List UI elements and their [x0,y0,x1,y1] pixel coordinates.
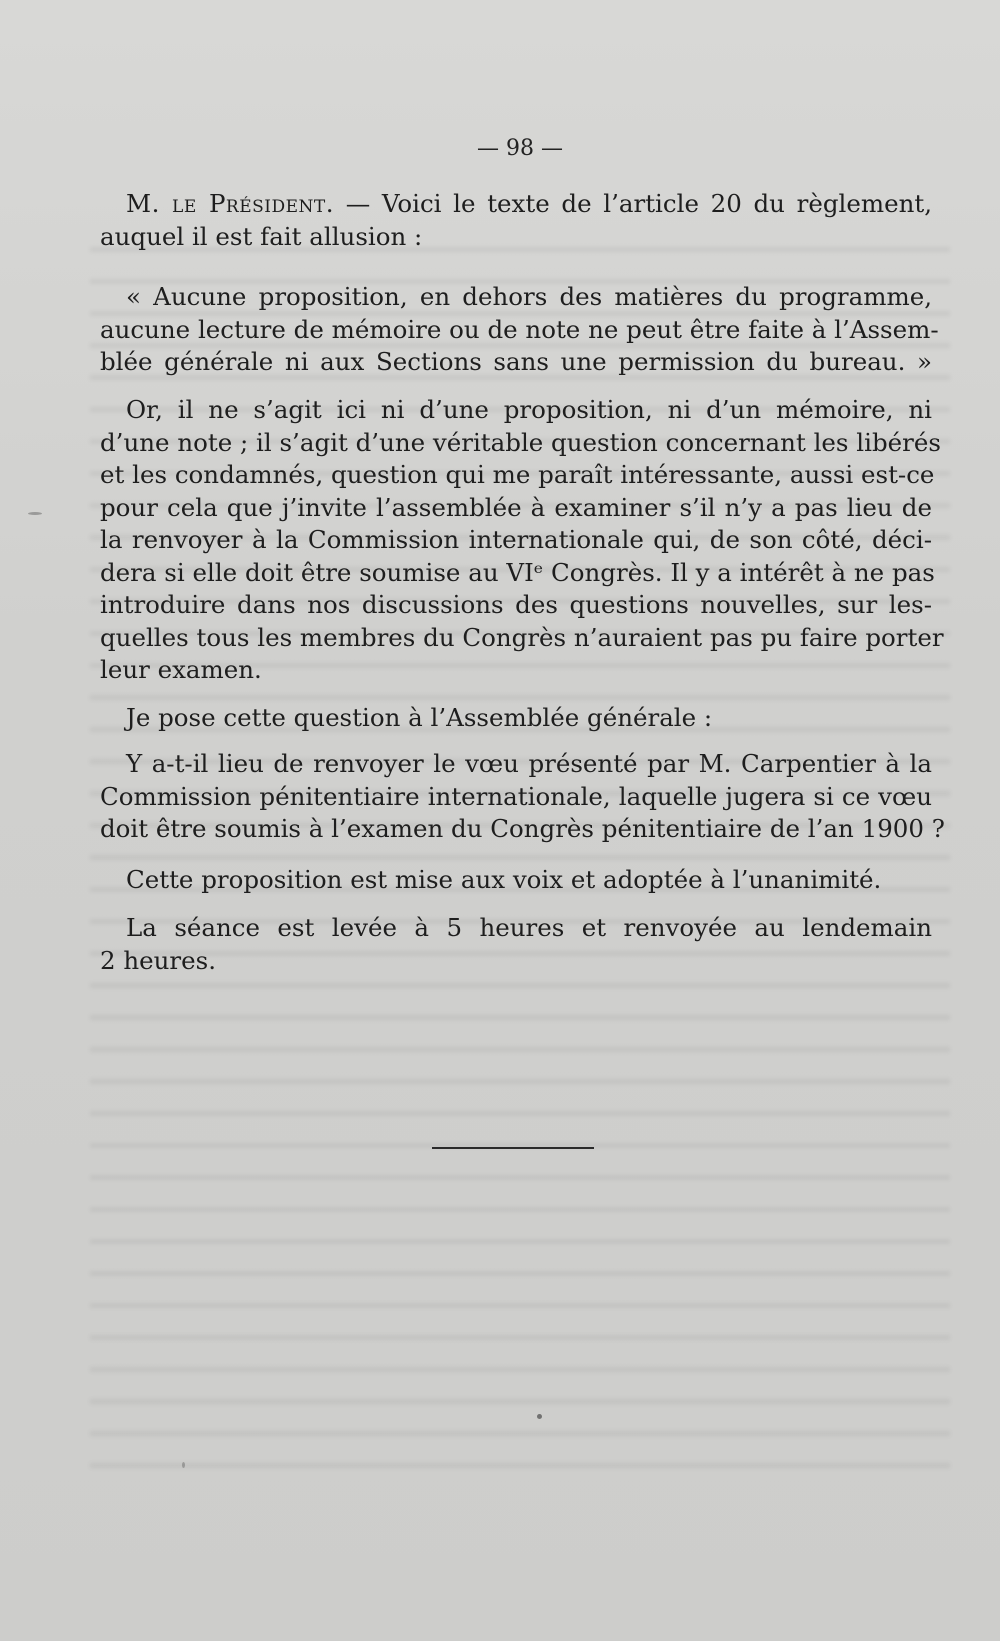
text-line: auquel il est fait allusion : [100,221,423,251]
text-line: dera si elle doit être soumise au VIᵉ Congrès. Il y a intérêt à ne pas [100,557,935,587]
text-line: quelles tous les membres du Congrès n’auraient pas pu faire porter [100,622,944,652]
text-line: leur examen. [100,655,262,684]
text-line: doit être soumis à l’examen du Congrès pénitentiaire de l’an 1900 ? [100,814,945,843]
paragraph-adjournment [100,912,932,977]
page-number: — 98 — [477,136,563,161]
text-line: aucune lecture de mémoire ou de note ne peut être faite à l’Assem- [100,314,939,344]
text-line: d’une note ; il s’agit d’une véritable question concernant les libérés [100,427,941,457]
paragraph-question [100,748,945,846]
text-line: La séance est levée à 5 heures et renvoyée au lendemain [126,913,932,942]
paragraph-article-quote [100,281,939,379]
text-line: Or, il ne s’agit ici ni d’une proposition, ni d’un mémoire, ni [126,395,932,424]
text-line: la renvoyer à la Commission internationale qui, de son côté, déci- [100,525,932,554]
text-line: M. le Président. — Voici le texte de l’article 20 du règlement, [126,189,933,218]
paragraph-argument [100,394,944,687]
paragraph-vote-result [100,864,932,897]
text-line: pour cela que j’invite l’assemblée à examiner s’il n’y a pas lieu de [100,492,932,522]
text-line: Je pose cette question à l’Assemblée générale : [126,703,713,732]
text-line: 2 heures. [100,945,217,975]
text-line: Commission pénitentiaire internationale, laquelle jugera si ce vœu [100,781,932,811]
paragraph-question-intro [100,702,932,735]
text-line: Y a-t-il lieu de renvoyer le vœu présenté par M. Carpentier à la [126,749,932,778]
text-line: blée générale ni aux Sections sans une permission du bureau. » [100,347,932,376]
text-line: « Aucune proposition, en dehors des matières du programme, [126,282,932,311]
speaker-name: M. le Président. [126,189,335,218]
ink-speck [182,1462,185,1468]
text-line: et les condamnés, question qui me paraît intéressante, aussi est-ce [100,460,935,489]
section-end-rule [432,1147,594,1149]
ink-speck [537,1414,542,1419]
ink-speck [28,512,42,515]
text-line: introduire dans nos discussions des questions nouvelles, sur les- [100,590,932,619]
text-line: Cette proposition est mise aux voix et adoptée à l’unanimité. [126,865,882,894]
paragraph-president-statement [100,188,932,253]
